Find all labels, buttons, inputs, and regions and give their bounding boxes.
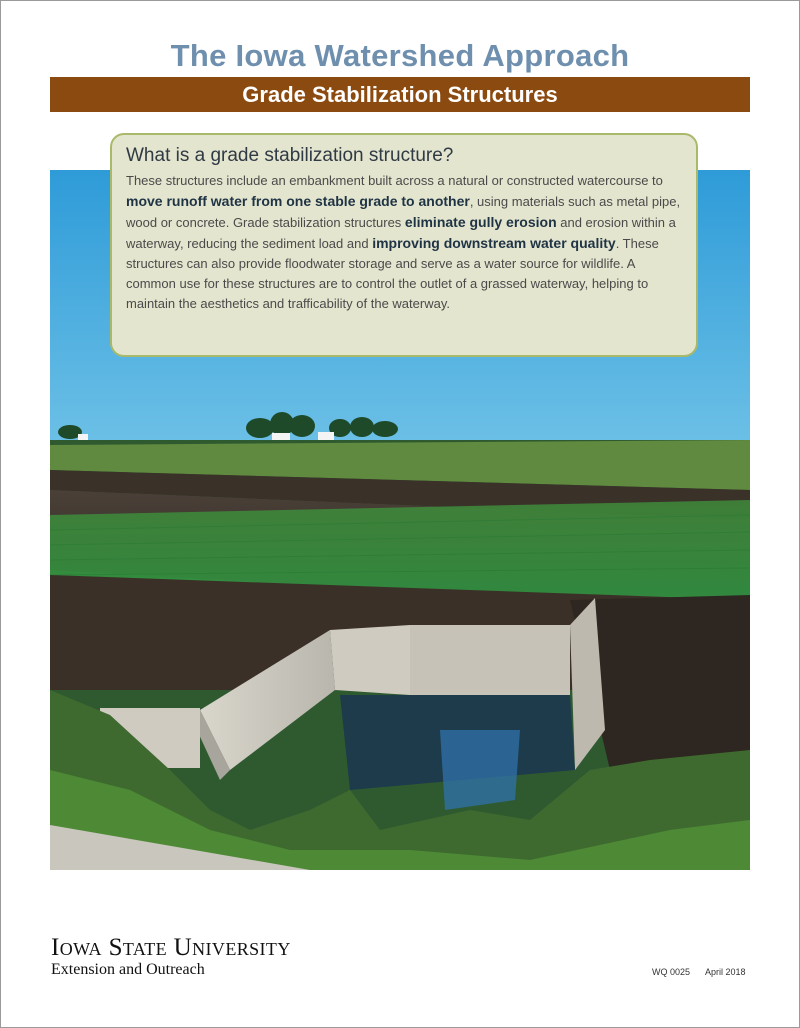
- info-text-emphasis: move runoff water from one stable grade to another: [126, 193, 470, 209]
- university-wordmark: Iowa State University: [51, 934, 291, 961]
- info-text-segment: , using materials such as metal pipe, wood or concrete. Grade stabilization structures: [126, 194, 681, 230]
- info-text-emphasis: improving downstream water quality: [372, 235, 616, 251]
- page-title: The Iowa Watershed Approach: [170, 38, 630, 73]
- info-text-segment: These structures include an embankment built across a natural or constructed watercourse to: [126, 173, 663, 188]
- info-text-emphasis: eliminate gully erosion: [404, 214, 557, 230]
- university-unit: Extension and Outreach: [51, 961, 205, 978]
- publication-code: WQ 0025: [652, 967, 691, 977]
- info-text-segment: and erosion within a waterway, reducing the sediment load and: [126, 215, 676, 251]
- info-callout: [110, 133, 698, 357]
- subtitle-banner: Grade Stabilization Structures: [50, 77, 750, 112]
- publication-date: April 2018: [705, 967, 746, 977]
- info-text-segment: . These structures can also provide floodwater storage and serve as a water source for wildlife. A common use for these structures are to control the outlet of a grassed waterway, helping to maintain the aesthetics and trafficability of the waterway.: [126, 236, 659, 311]
- info-heading: What is a grade stabilization structure?: [126, 145, 454, 166]
- info-body-text: [126, 171, 686, 314]
